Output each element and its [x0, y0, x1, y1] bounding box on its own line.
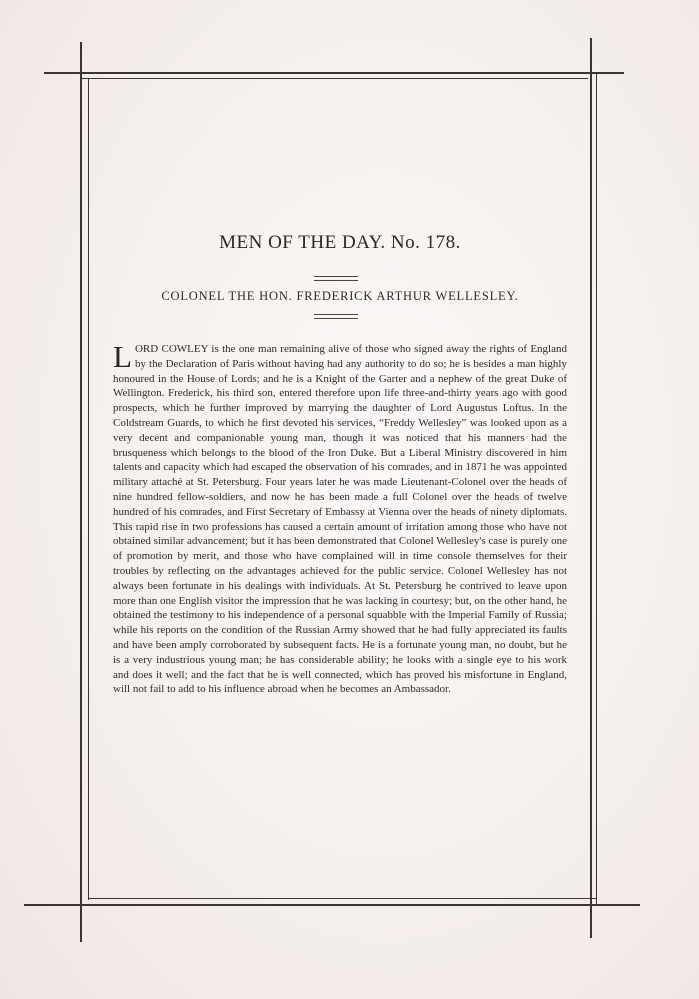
- ornament-rule-lower-2: [314, 318, 358, 319]
- article-paragraph: [113, 339, 567, 697]
- frame-rule-top: [44, 72, 624, 74]
- frame-rule-left-inner: [88, 78, 89, 900]
- page-title: MEN OF THE DAY. No. 178.: [219, 232, 461, 253]
- ornament-rule-upper: [314, 276, 358, 277]
- drop-cap: L: [113, 339, 132, 374]
- page-subtitle: COLONEL THE HON. FREDERICK ARTHUR WELLESLEY.: [161, 289, 519, 303]
- article-body: [113, 339, 567, 697]
- frame-rule-left: [80, 42, 82, 942]
- frame-rule-top-inner: [80, 78, 588, 79]
- article-text: ORD COWLEY is the one man remaining alive of those who signed away the rights of England by the Declaration of Paris without having had any authority to do so; he is besides a man highly honoured in the House of Lords; and he is a Knight of the Garter and a nephew of the great Duke of Wellington. Frederick, his third son, entered therefore upon life three-and-thirty years ago with good prospects, which he further improved by marrying the daughter of Lord Augustus Loftus. In the Coldstream Guards, to which he first devoted his services, “Freddy Wellesley” was looked upon as a very decent and companionable young man, though it was noticed that his manners had the brusqueness which belongs to the blood of the Iron Duke. But a Liberal Ministry discovered in him talents and capacity which had escaped the observation of his comrades, and in 1871 he was appointed military attaché at St. Petersburg. Four years later he was made Lieutenant-Colonel over the heads of nine hundred fellow-soldiers, and now he has been made a full Colonel over the heads of twelve hundred of his comrades, and First Secretary of Embassy at Vienna over the heads of ninety diplomats. This rapid rise in two professions has caused a certain amount of irritation among those who have not obtained similar advancement; but it has been demonstrated that Colonel Wellesley's case is purely one of promotion by merit, and those who have complained will in time console themselves for their troubles by reflecting on the advantages achieved for the public service. Colonel Wellesley has not always been fortunate in his dealings with individuals. At St. Petersburg he contrived to leave upon more than one English visitor the impression that he was lacking in courtesy; but, on the other hand, he obtained the testimony to his independence of a personal squabble with the Imperial Family of Russia; while his reports on the condition of the Russian Army showed that he had fully appreciated its faults and have been amply corroborated by subsequent facts. He is a fortunate young man, no doubt, but he is a very industrious young man; he has considerable ability; he looks with a single eye to his work and does it well; and the fact that he is well connected, which has proved his misfortune in England, will not fail to add to his influence abroad when he becomes an Ambassador.: [113, 343, 567, 696]
- frame-rule-bottom-inner: [88, 898, 596, 899]
- frame-rule-right-inner: [596, 72, 597, 904]
- frame-rule-right: [590, 38, 592, 938]
- frame-rule-bottom: [24, 904, 640, 906]
- ornament-rule-upper-2: [314, 280, 358, 281]
- ornament-rule-lower: [314, 314, 358, 315]
